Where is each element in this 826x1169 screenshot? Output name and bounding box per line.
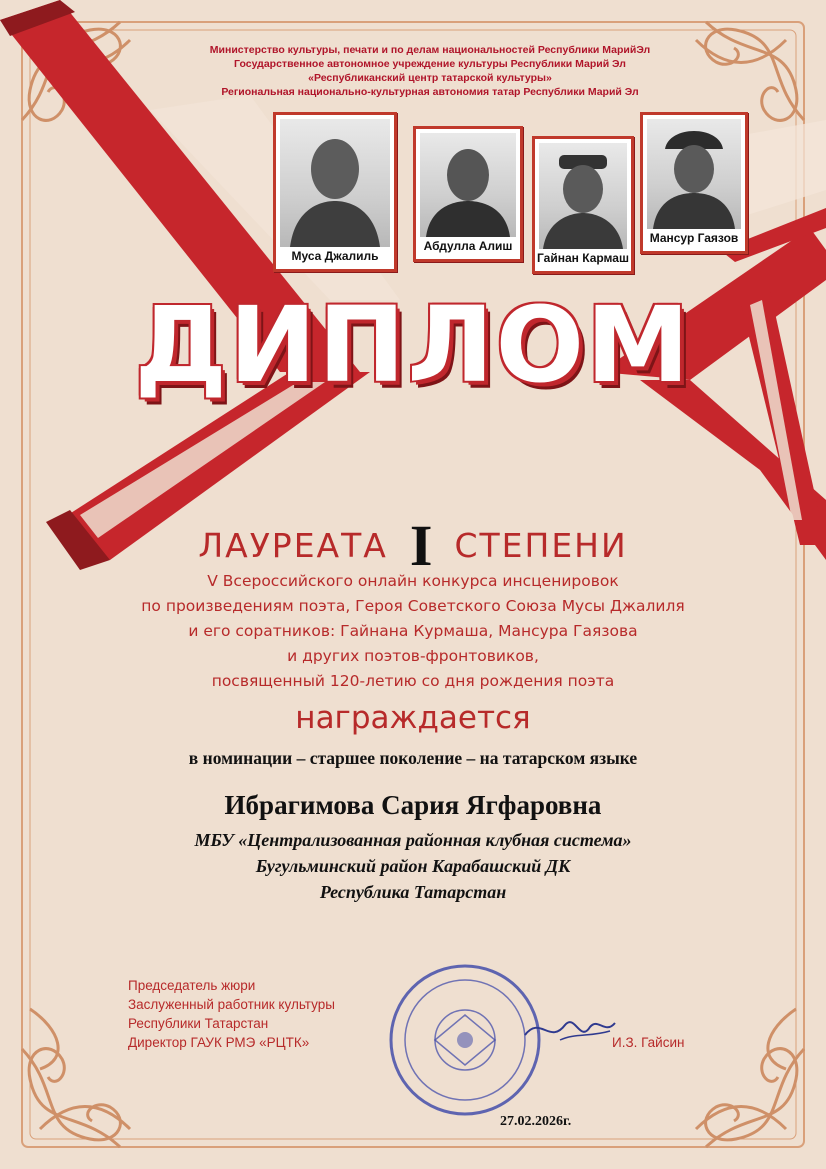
contest-line: и его соратников: Гайнана Курмаша, Мансура Гаязова — [188, 622, 638, 640]
portrait-card — [273, 112, 397, 272]
recipient-name: Ибрагимова Сария Ягфаровна — [224, 790, 602, 820]
header-line: Региональная национально-культурная автономия татар Республики Марий Эл — [221, 86, 639, 98]
organization-line: Бугульминский район Карабашский ДК — [255, 856, 571, 876]
signature-role-line: Директор ГАУК РМЭ «РЦТК» — [128, 1035, 310, 1050]
portrait-silhouette — [539, 143, 627, 249]
portrait-image — [539, 143, 627, 249]
signature-role-line: Республики Татарстан — [128, 1016, 269, 1031]
issue-date: 27.02.2026г. — [500, 1114, 572, 1129]
signer-name: И.З. Гайсин — [612, 1035, 685, 1050]
laureate-line — [0, 512, 826, 579]
laureate-word: ЛАУРЕАТА — [198, 526, 388, 565]
portrait-silhouette — [647, 119, 741, 229]
awarded-label: награждается — [295, 700, 531, 736]
portrait-silhouette — [420, 133, 516, 237]
portrait-caption: Мансур Гаязов — [649, 231, 739, 245]
signature-role-line: Заслуженный работник культуры — [128, 997, 335, 1012]
portrait-caption: Абдулла Алиш — [423, 239, 513, 253]
portrait-card — [413, 126, 523, 262]
portrait-caption: Муса Джалиль — [291, 249, 379, 263]
diploma-title: ДИПЛОМ — [134, 284, 692, 406]
contest-line: V Всероссийского онлайн конкурса инсценировок — [207, 572, 619, 590]
corner-ornament-bottom-right — [696, 1009, 804, 1147]
contest-line: посвященный 120-летию со дня рождения поэта — [211, 672, 615, 690]
portrait-silhouette — [280, 119, 390, 247]
corner-ornament-bottom-left — [22, 1009, 130, 1147]
portrait-card — [640, 112, 748, 254]
header-line: «Республиканский центр татарской культуры» — [308, 72, 552, 84]
contest-line: по произведениям поэта, Героя Советского Союза Мусы Джалиля — [141, 597, 685, 615]
organization-line: МБУ «Централизованная районная клубная система» — [194, 830, 632, 850]
signature-role-line: Председатель жюри — [128, 978, 256, 993]
portrait-image — [420, 133, 516, 237]
nomination: в номинации – старшее поколение – на татарском языке — [188, 748, 638, 768]
header-line: Министерство культуры, печати и по делам национальностей Республики МарийЭл — [209, 44, 651, 56]
degree-word: СТЕПЕНИ — [454, 526, 628, 565]
portrait-card — [532, 136, 634, 274]
portrait-image — [647, 119, 741, 229]
laureate-degree: I — [409, 513, 433, 578]
portrait-caption: Гайнан Кармаш — [537, 251, 629, 265]
header-line: Государственное автономное учреждение культуры Республики Марий Эл — [234, 58, 626, 70]
portrait-image — [280, 119, 390, 247]
handwritten-signature — [520, 1005, 620, 1055]
contest-line: и других поэтов-фронтовиков, — [287, 647, 539, 665]
organization-line: Республика Татарстан — [319, 882, 507, 902]
